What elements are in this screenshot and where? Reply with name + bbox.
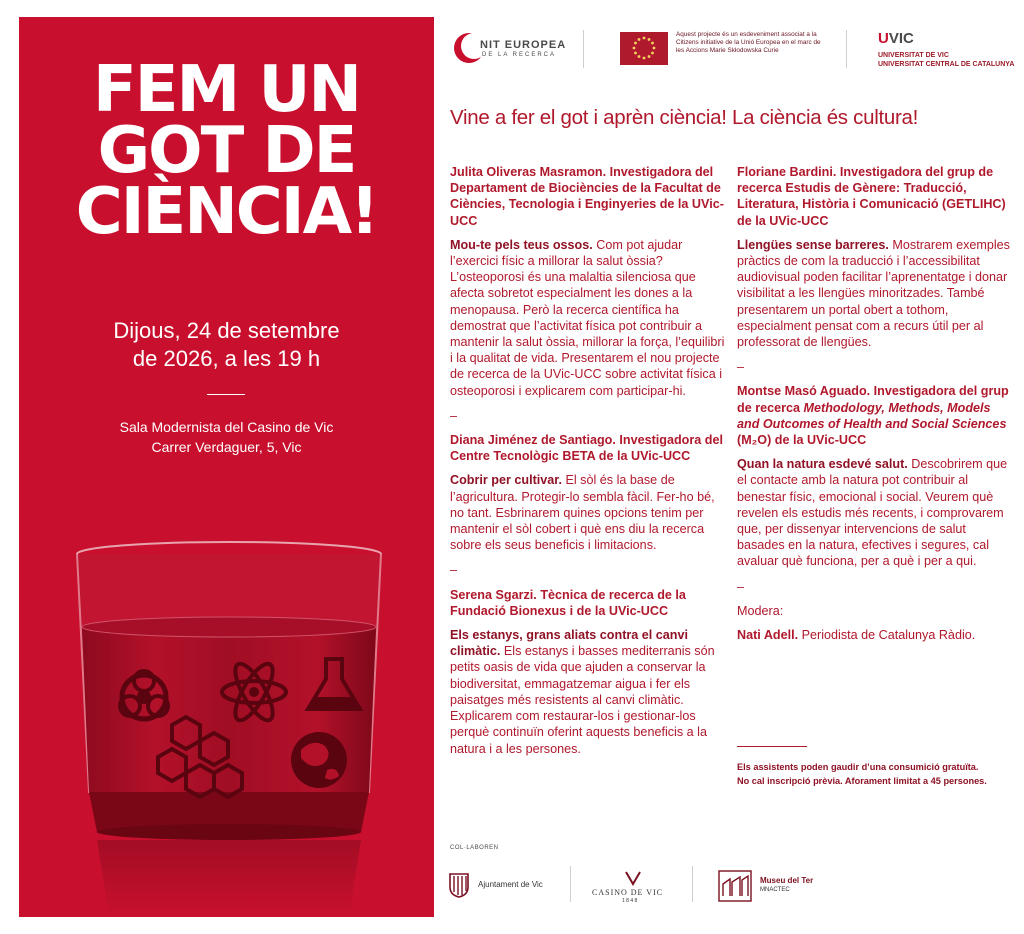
eu-disclaimer: Aquest projecte és un esdeveniment associat a la Citizens initiative de la Unió Europea en el marc de les Accions Marie Skłodowska Curie <box>676 31 821 55</box>
talk-description <box>450 627 725 757</box>
event-date-line: Dijous, 24 de setembre <box>113 318 340 343</box>
museu-subtitle: MNACTEC <box>760 887 790 893</box>
speaker-heading <box>450 587 725 619</box>
speaker-affiliation: Investigadora del Centre Tecnològic BETA de la UVic-UCC <box>450 433 723 464</box>
poster-title-line: FEM UN <box>93 53 360 127</box>
ajuntament-logo <box>448 868 558 904</box>
divider <box>570 866 571 902</box>
glass-illustration <box>49 492 409 917</box>
uvic-subtitle <box>878 51 1018 69</box>
globe-icon <box>291 732 347 788</box>
talk-description <box>737 237 1012 350</box>
event-date <box>19 317 434 373</box>
speaker-affiliation-suffix: (M₂O) de la UVic-UCC <box>737 433 867 448</box>
note-line: Els assistents poden gaudir d’una consumició gratuïta. <box>737 762 979 772</box>
speaker-affiliation: Investigadora del grup de recerca <box>737 384 1009 415</box>
museu-name: Museu del Ter <box>760 876 814 885</box>
talk-title: Llengües sense barreres. <box>737 237 889 252</box>
research-group-name: Methodology, Methods, Models and Outcomes of Health and Social Sciences <box>737 400 1007 431</box>
speaker-affiliation: Tècnica de recerca de la Fundació Bionexus i de la UVic-UCC <box>450 587 686 618</box>
note-divider <box>737 746 807 747</box>
talk-title: Quan la natura esdevé salut. <box>737 457 908 472</box>
uvic-subtitle-line: UNIVERSITAT CENTRAL DE CATALUNYA <box>878 61 1015 68</box>
speaker-affiliation: Investigadora del grup de recerca Estudis de Gènere: Traducció, Literatura, Història i Comunicació (GETLIHC) de la UVic-UCC <box>737 165 1006 228</box>
poster-title-line: GOT DE <box>97 114 356 188</box>
talk-text: Mostrarem exemples pràctics de com la traducció i l’accessibilitat audiovisual poden facilitar l’aprenentatge i donar visibilitat a les llengües minoritzades. També presentarem un portal obert a tothom, especialment pensat com a recurs útil per al professorat de llengües. <box>737 237 1010 350</box>
speaker-name: Floriane Bardini. <box>737 165 837 179</box>
moderator <box>737 627 1012 643</box>
separator-dash: – <box>737 579 745 594</box>
speaker-name: Montse Masó Aguado. <box>737 384 871 399</box>
eu-flag-icon <box>620 32 668 65</box>
casino-emblem-icon <box>624 870 642 886</box>
poster-panel <box>19 17 434 917</box>
museu-logo <box>718 868 828 904</box>
separator-dash: – <box>450 563 458 578</box>
uvic-logo-u: U <box>878 30 889 47</box>
poster-title-line: CIÈNCIA! <box>75 175 378 249</box>
nit-title: NIT EUROPEA <box>480 39 567 51</box>
separator-dash: – <box>737 360 745 375</box>
speaker-name: Diana Jiménez de Santiago. <box>450 433 616 448</box>
divider <box>583 30 584 68</box>
speaker-heading <box>737 383 1012 448</box>
coat-of-arms-icon <box>448 872 470 898</box>
nit-europea-logo <box>452 30 572 70</box>
talk-title: Cobrir per cultivar. <box>450 473 562 488</box>
talk-description <box>737 456 1012 569</box>
collaborators-label: COL·LABOREN <box>450 845 499 851</box>
talk-title: Mou-te pels teus ossos. <box>450 237 593 252</box>
event-venue-line: Sala Modernista del Casino de Vic <box>119 419 334 435</box>
tagline: Vine a fer el got i aprèn ciència! La ciència és cultura! <box>450 106 918 129</box>
speaker-heading <box>450 164 725 229</box>
poster-title <box>19 53 434 249</box>
moderator-role: Periodista de Catalunya Ràdio. <box>801 628 976 643</box>
event-date-line: de 2026, a les 19 h <box>132 346 321 371</box>
casino-logo <box>588 868 678 904</box>
talk-text: Els estanys i basses mediterranis són petits oasis de vida que ajuden a conservar la biodiversitat, emmagatzemar aigua i fer els paisatges més resistents al canvi climàtic. Explicarem com restaurar-los i gestionar-los perquè continuïn oferint aquests beneficis a la natura i a les persones. <box>450 644 715 756</box>
speaker-affiliation: Investigadora del Departament de Biociències de la Facultat de Ciències, Tecnologia i Enginyeries de la UVic-UCC <box>450 165 724 228</box>
talk-text: El sòl és la base de l’agricultura. Protegir-lo sembla fàcil. Fer-ho bé, no tant. Esbrinarem quines opcions tenim per mantenir el sòl cobert i què ens diu la recerca sobre els seus beneficis i limitacions. <box>450 473 715 553</box>
talk-description <box>450 472 725 553</box>
speaker-heading <box>737 164 1012 229</box>
uvic-logo-text: VIC <box>888 30 914 47</box>
uvic-subtitle-line: UNIVERSITAT DE VIC <box>878 52 949 59</box>
separator-dash: – <box>450 408 458 423</box>
divider <box>692 866 693 902</box>
speaker-name: Julita Oliveras Masramon. <box>450 165 607 179</box>
speakers-right-column <box>737 164 1012 643</box>
moderator-name: Nati Adell. <box>737 628 799 643</box>
uvic-logo <box>878 30 914 47</box>
attendance-note <box>737 760 1017 788</box>
event-venue <box>19 417 434 457</box>
factory-building-icon <box>718 870 752 902</box>
poster-divider <box>207 394 245 395</box>
talk-text: Descobrirem que el contacte amb la natura pot contribuir al benestar físic, emocional i social. Veurem què revelen els estudis més recents, i comprovarem que, per dissenyar intervencions de salut basades en la natura, efectives i segures, cal avaluar què funciona, per a què i per a qui. <box>737 457 1008 569</box>
talk-description <box>450 237 725 399</box>
nit-subtitle: DE LA RECERCA <box>482 52 557 58</box>
divider <box>846 30 847 68</box>
casino-name: CASINO DE VIC <box>592 888 664 897</box>
speakers-left-column <box>450 164 725 766</box>
talk-title: Els estanys, grans aliats contra el canvi climàtic. <box>450 628 688 659</box>
speaker-name: Serena Sgarzi. <box>450 587 537 602</box>
event-venue-line: Carrer Verdaguer, 5, Vic <box>151 439 302 455</box>
ajuntament-name: Ajuntament de Vic <box>478 880 543 889</box>
speaker-heading <box>450 432 725 464</box>
note-line: No cal inscripció prèvia. Aforament limitat a 45 persones. <box>737 776 987 786</box>
casino-year: 1 8 4 8 <box>622 898 638 904</box>
moderator-label: Modera: <box>737 603 784 618</box>
talk-text: Com pot ajudar l’exercici físic a millorar la salut òssia? L’osteoporosi és una malaltia silenciosa que afecta sobretot especialment les dones a la menopausa. Però la recerca científica ha demostrat que l’activitat física pot contribuir a mantenir la salut òssia, millorar la força, l’equilibri i la qualitat de vida. Presentarem el nou projecte de recerca de la UVic-UCC sobre activitat física i osteoporosi i explicarem com participar-hi. <box>450 237 725 398</box>
